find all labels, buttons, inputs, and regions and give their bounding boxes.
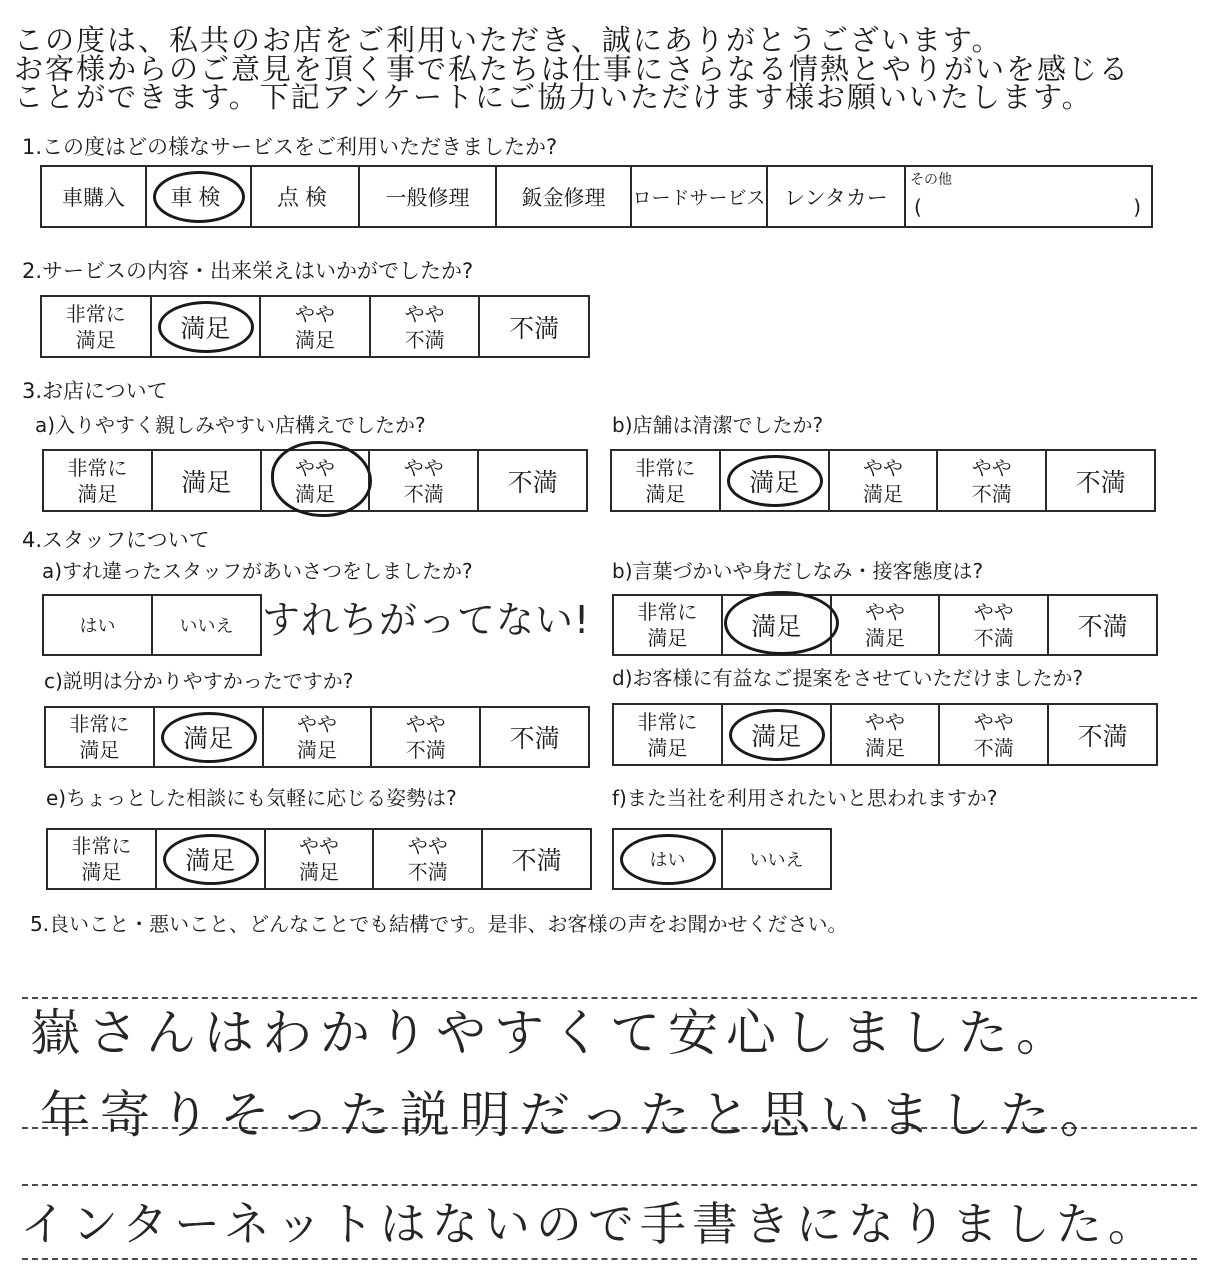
q4a-yes-no-options [42, 594, 262, 656]
q1-service-options [40, 165, 1153, 228]
q3a-rating-options [42, 449, 588, 512]
selection-circle [153, 171, 245, 223]
option-dissatisfied: 不満 [1075, 467, 1126, 497]
ruled-line [22, 997, 1197, 999]
selection-circle [158, 301, 255, 353]
option-satisfied: 満足 [157, 830, 266, 888]
option-satisfied: 満足 [723, 596, 832, 654]
option-dissatisfied: 不満 [1077, 721, 1128, 751]
intro-line: ことができます。下記アンケートにご協力いただけます様お願いいたします。 [14, 80, 1093, 114]
q4a-handwritten-note: すれちがってない! [262, 598, 591, 642]
q4-label: 4.スタッフについて [22, 528, 210, 552]
other-label: その他 [910, 172, 952, 188]
q4c-label: c)説明は分かりやすかったですか? [44, 669, 354, 693]
option-satisfied: 満足 [721, 451, 830, 510]
option-yes: はい [614, 830, 723, 888]
option-very-satisfied: 非常に 満足 [44, 451, 153, 510]
option-somewhat-dissatisfied: やや 不満 [372, 708, 481, 766]
option-somewhat-satisfied: やや 満足 [262, 451, 371, 510]
q4a-label: a)すれ違ったスタッフがあいさつをしましたか? [42, 559, 473, 583]
option-somewhat-satisfied: やや 満足 [830, 451, 939, 510]
option-somewhat-dissatisfied: やや 不満 [370, 451, 479, 510]
selection-circle [729, 709, 825, 761]
option-somewhat-satisfied: やや 満足 [832, 596, 941, 654]
handwritten-answer-line: インターネットはないので手書きになりました。 [20, 1197, 1160, 1251]
option-somewhat-dissatisfied: やや 不満 [371, 297, 481, 356]
option-somewhat-satisfied: やや 満足 [264, 708, 373, 766]
option-very-satisfied: 非常に 満足 [48, 830, 157, 888]
handwritten-answer-line: 年寄りそった説明だったと思いました。 [40, 1086, 1120, 1144]
option-somewhat-satisfied: やや 満足 [261, 297, 371, 356]
option-road-service: ロードサービス [632, 167, 768, 226]
option-satisfied: 満足 [152, 297, 262, 356]
option-very-satisfied: 非常に 満足 [614, 705, 723, 764]
other-open-paren: ( [914, 195, 922, 219]
option-no: いいえ [749, 850, 804, 871]
option-satisfied: 満足 [153, 451, 262, 510]
intro-paragraph [14, 23, 1131, 114]
option-car-purchase: 車購入 [42, 167, 147, 226]
option-rental-car: レンタカー [768, 167, 906, 226]
option-no: いいえ [179, 616, 234, 637]
option-somewhat-dissatisfied: やや 不満 [374, 830, 483, 888]
selection-circle [620, 834, 716, 885]
selection-circle [271, 441, 373, 517]
q4b-rating-options [612, 594, 1158, 656]
selection-circle [161, 712, 257, 763]
ruled-line [22, 1184, 1197, 1186]
q2-rating-options [40, 295, 590, 358]
q4c-rating-options [44, 706, 590, 768]
q4f-yes-no-options [612, 828, 832, 890]
q4e-label: e)ちょっとした相談にも気軽に応じる姿勢は? [46, 786, 457, 810]
option-inspection: 点検 [252, 167, 360, 226]
option-somewhat-dissatisfied: やや 不満 [938, 451, 1047, 510]
intro-line: この度は、私共のお店をご利用いただき、誠にありがとうございます。 [14, 23, 1003, 57]
q5-label: 5.良いこと・悪いこと、どんなことでも結構です。是非、お客様の声をお聞かせください。 [30, 912, 848, 936]
q4d-label: d)お客様に有益なご提案をさせていただけましたか? [612, 666, 1084, 690]
option-dissatisfied: 不満 [509, 313, 560, 343]
option-somewhat-dissatisfied: やや 不満 [940, 705, 1049, 764]
option-very-satisfied: 非常に 満足 [42, 297, 152, 356]
option-shaken: 車検 [147, 167, 252, 226]
selection-circle [727, 455, 823, 507]
q1-label: 1.この度はどの様なサービスをご利用いただきましたか? [22, 135, 558, 159]
q4e-rating-options [46, 828, 592, 890]
option-dissatisfied: 不満 [511, 846, 562, 875]
q2-label: 2.サービスの内容・出来栄えはいかがでしたか? [22, 259, 474, 283]
q4b-label: b)言葉づかいや身だしなみ・接客態度は? [612, 559, 984, 583]
q4d-rating-options [612, 703, 1158, 766]
option-other [906, 167, 1151, 226]
intro-line: お客様からのご意見を頂く事で私たちは仕事にさらなる情熱とやりがいを感じる [14, 51, 1131, 86]
option-somewhat-satisfied: やや 満足 [832, 705, 941, 764]
q3a-label: a)入りやすく親しみやすい店構えでしたか? [35, 413, 426, 437]
option-very-satisfied: 非常に 満足 [46, 708, 155, 766]
option-satisfied: 満足 [723, 705, 832, 764]
option-general-repair: 一般修理 [360, 167, 497, 226]
handwritten-answer-line: 嶽さんはわかりやすくて安心しました。 [30, 1004, 1074, 1062]
other-close-paren: ) [1133, 195, 1141, 219]
selection-circle [724, 591, 839, 655]
option-satisfied: 満足 [155, 708, 264, 766]
option-yes: はい [44, 596, 153, 654]
option-very-satisfied: 非常に 満足 [614, 596, 723, 654]
q4f-label: f)また当社を利用されたいと思われますか? [612, 786, 998, 810]
selection-circle [163, 834, 259, 885]
option-sheet-metal-repair: 鈑金修理 [497, 167, 632, 226]
q3b-label: b)店舗は清潔でしたか? [612, 413, 824, 437]
option-somewhat-dissatisfied: やや 不満 [940, 596, 1049, 654]
q3b-rating-options [610, 449, 1156, 512]
option-very-satisfied: 非常に 満足 [612, 451, 721, 510]
option-dissatisfied: 不満 [507, 467, 558, 497]
q3-label: 3.お店について [22, 379, 168, 403]
option-dissatisfied: 不満 [1077, 612, 1128, 641]
option-dissatisfied: 不満 [509, 724, 560, 753]
ruled-line [22, 1258, 1197, 1260]
option-somewhat-satisfied: やや 満足 [266, 830, 375, 888]
